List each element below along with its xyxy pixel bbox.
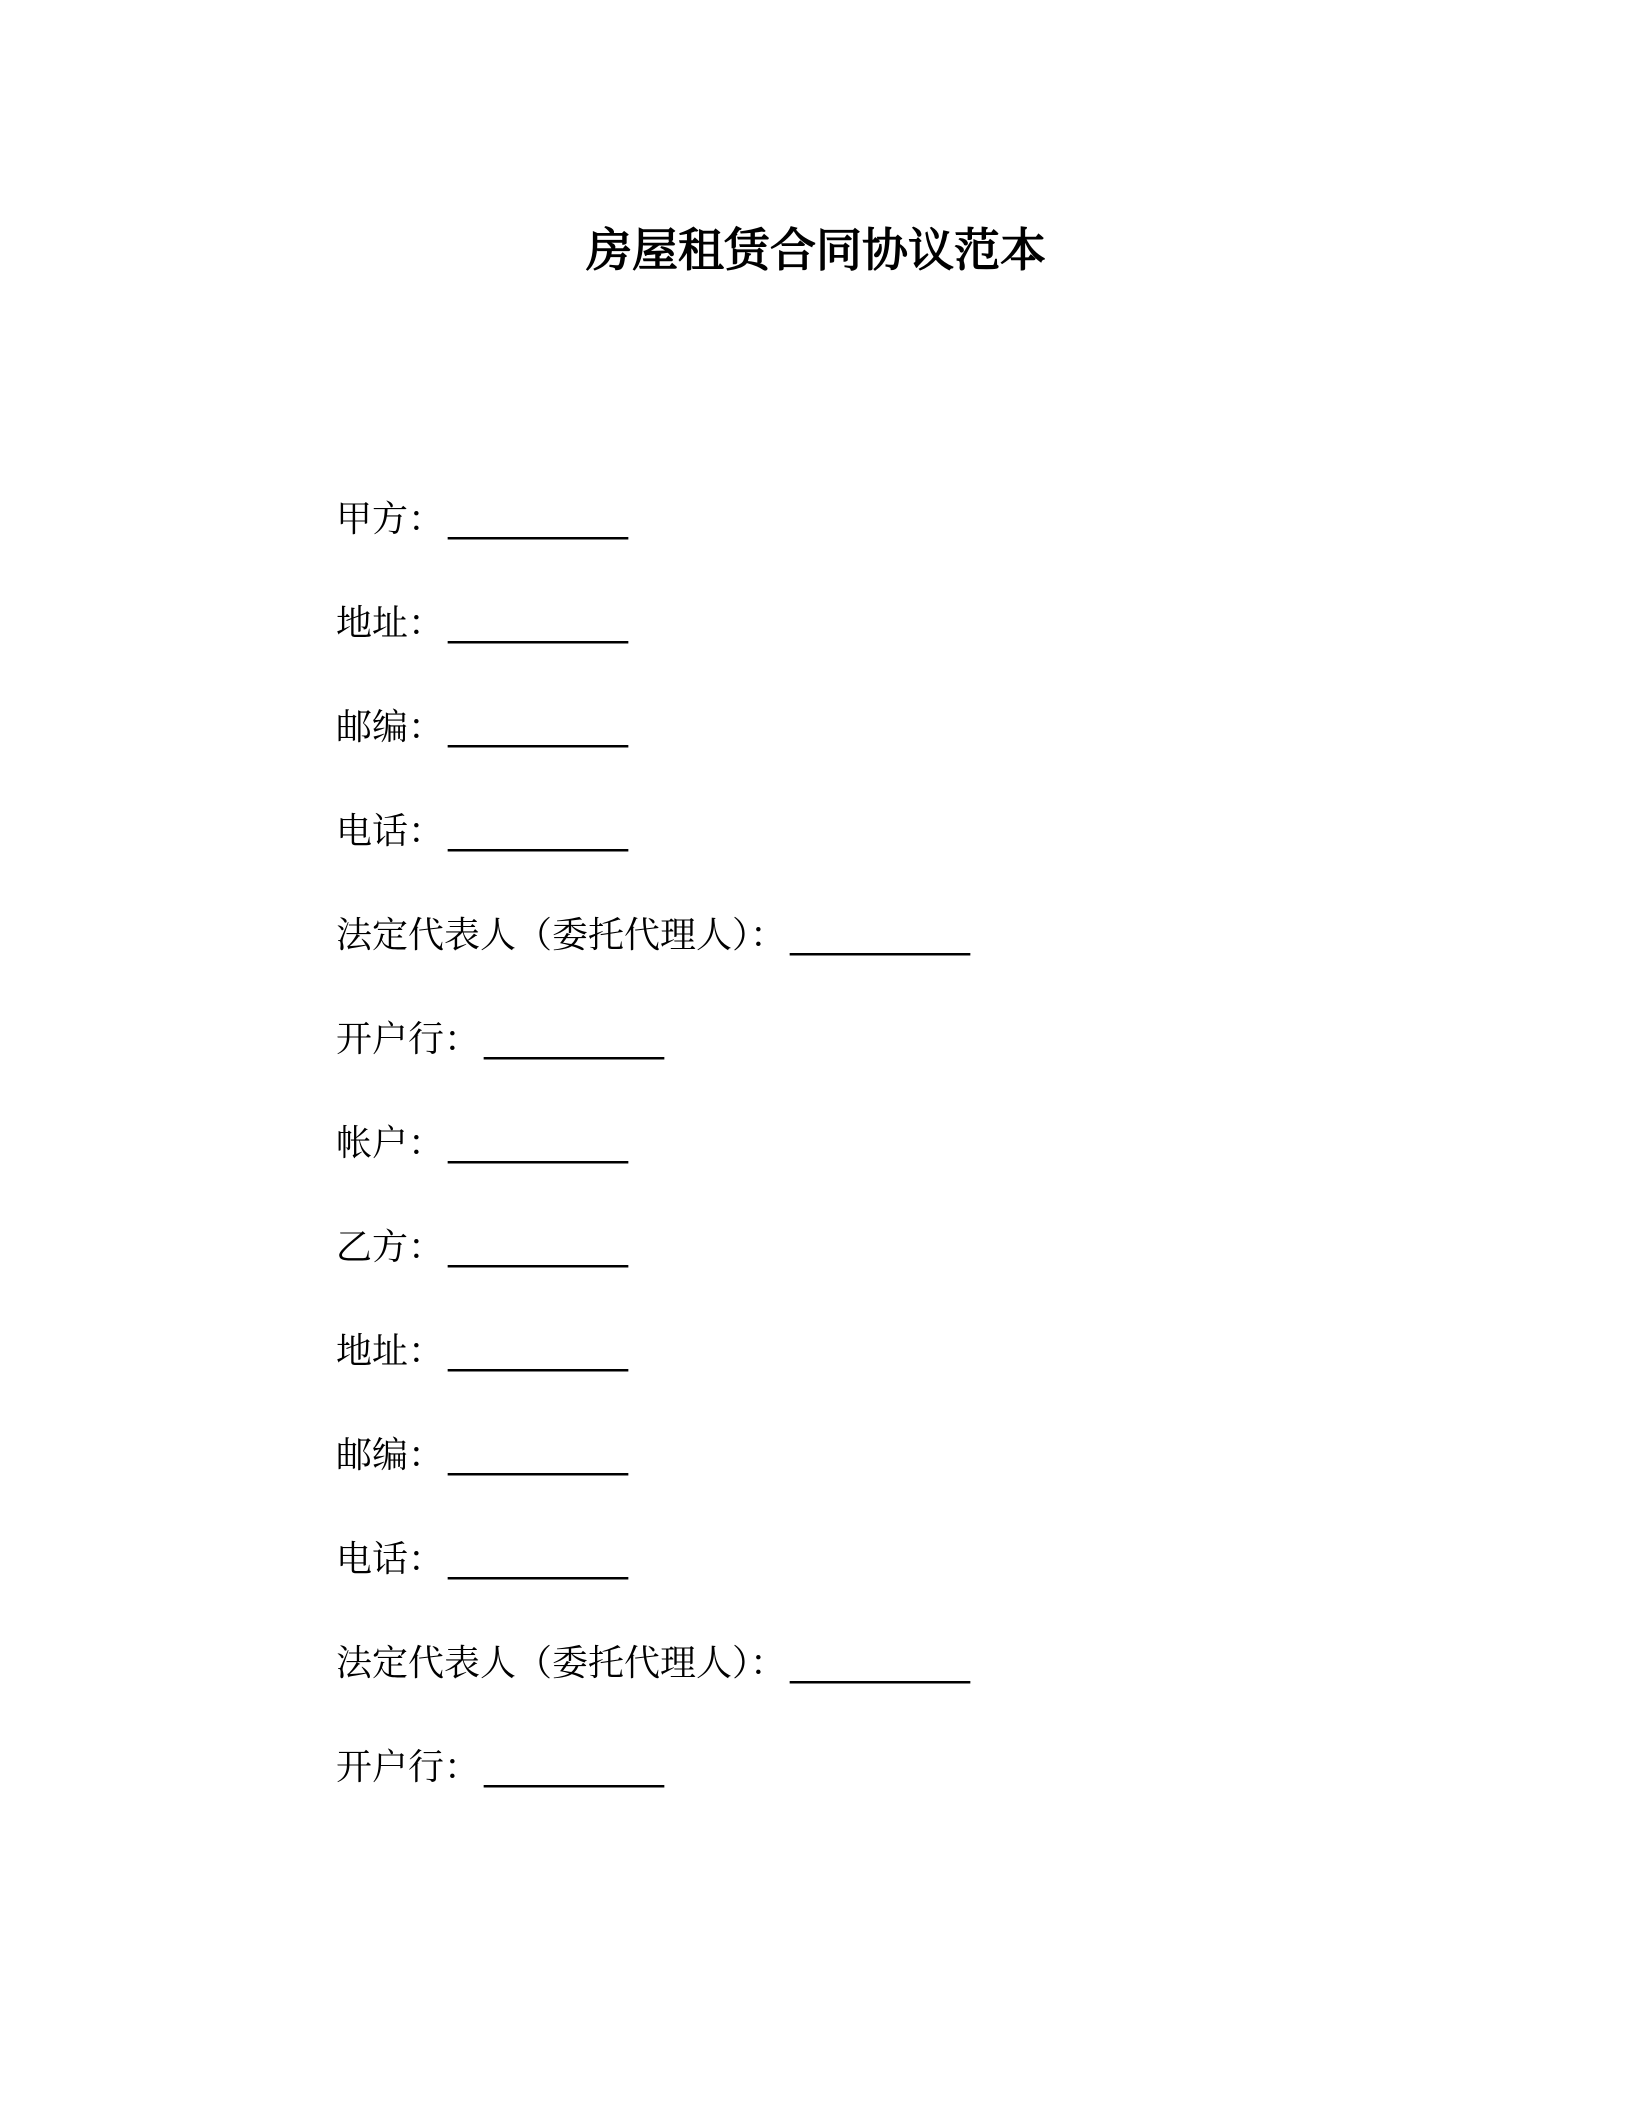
party-b-representative-field	[336, 1636, 1436, 1740]
field-label: 法定代表人（委托代理人）：	[336, 915, 787, 956]
fill-in-blank: __________	[484, 1747, 665, 1788]
field-label: 乙方：	[336, 1227, 445, 1268]
field-label: 帐户：	[336, 1123, 445, 1164]
document-title: 房屋租赁合同协议范本	[586, 223, 1046, 277]
fill-in-blank: __________	[448, 1539, 629, 1580]
party-a-bank-field	[336, 1012, 1436, 1116]
party-a-name-field	[336, 492, 1436, 596]
fill-in-blank: __________	[448, 1331, 629, 1372]
field-label: 邮编：	[336, 707, 445, 748]
party-a-representative-field	[336, 908, 1436, 1012]
party-a-phone-field	[336, 804, 1436, 908]
field-label: 电话：	[336, 1539, 445, 1580]
party-info-fields	[336, 492, 1436, 1844]
fill-in-blank: __________	[448, 603, 629, 644]
party-b-phone-field	[336, 1532, 1436, 1636]
party-b-address-field	[336, 1324, 1436, 1428]
fill-in-blank: __________	[448, 1435, 629, 1476]
fill-in-blank: __________	[790, 1643, 971, 1684]
fill-in-blank: __________	[448, 499, 629, 540]
party-b-name-field	[336, 1220, 1436, 1324]
party-a-account-field	[336, 1116, 1436, 1220]
party-a-address-field	[336, 596, 1436, 700]
fill-in-blank: __________	[790, 915, 971, 956]
field-label: 地址：	[336, 603, 445, 644]
fill-in-blank: __________	[448, 811, 629, 852]
field-label: 甲方：	[336, 499, 445, 540]
party-b-postcode-field	[336, 1428, 1436, 1532]
party-a-postcode-field	[336, 700, 1436, 804]
fill-in-blank: __________	[448, 1227, 629, 1268]
field-label: 开户行：	[336, 1747, 481, 1788]
fill-in-blank: __________	[448, 1123, 629, 1164]
field-label: 法定代表人（委托代理人）：	[336, 1643, 787, 1684]
field-label: 电话：	[336, 811, 445, 852]
fill-in-blank: __________	[448, 707, 629, 748]
field-label: 开户行：	[336, 1019, 481, 1060]
field-label: 邮编：	[336, 1435, 445, 1476]
field-label: 地址：	[336, 1331, 445, 1372]
party-b-bank-field	[336, 1740, 1436, 1844]
fill-in-blank: __________	[484, 1019, 665, 1060]
